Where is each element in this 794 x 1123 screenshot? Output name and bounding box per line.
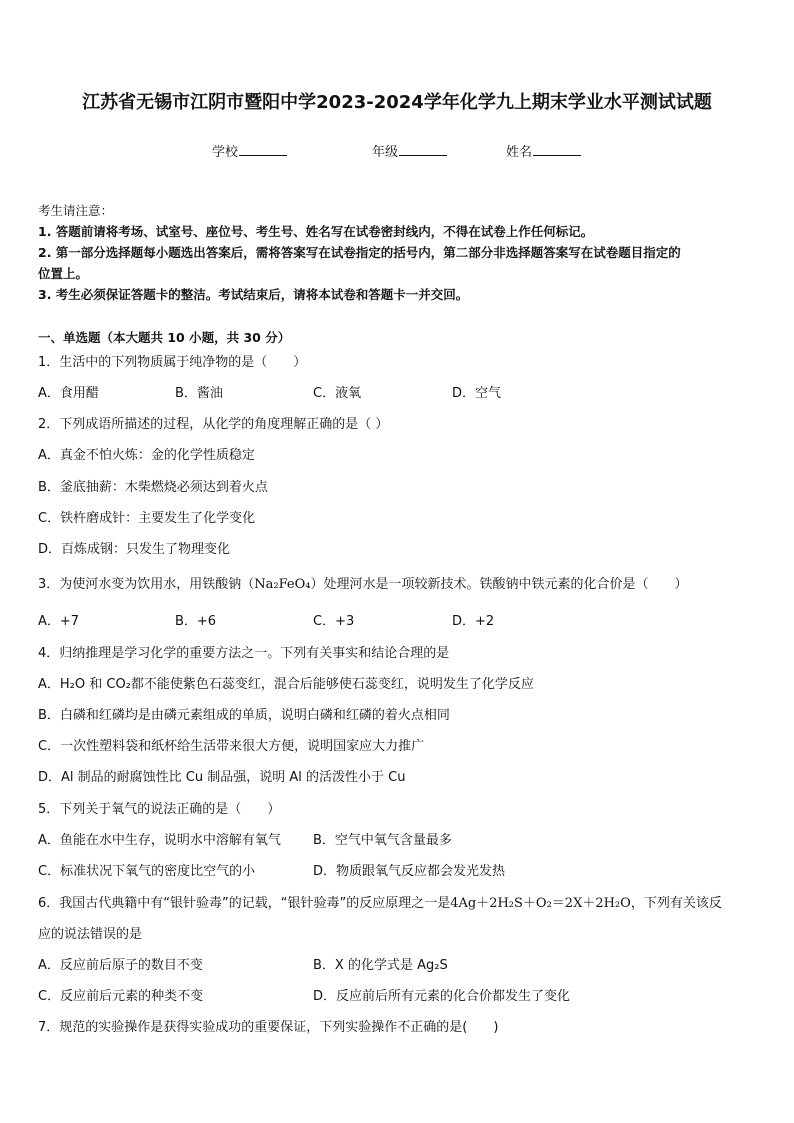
- q3-option-a[interactable]: A．+7: [38, 614, 80, 629]
- q4-option-b[interactable]: B．白磷和红磷均是由磷元素组成的单质，说明白磷和红磷的着火点相同: [38, 708, 450, 723]
- q1-option-c[interactable]: C．液氧: [313, 386, 362, 401]
- grade-label: 年级: [372, 145, 399, 160]
- q6-equation: 4Ag＋2H₂S＋O₂＝2X＋2H₂O: [450, 896, 631, 911]
- question-1-stem: 1．生活中的下列物质属于纯净物的是（ ）: [38, 355, 307, 370]
- q5-option-b[interactable]: B．空气中氧气含量最多: [313, 833, 452, 848]
- q5-option-d[interactable]: D．物质跟氧气反应都会发光发热: [313, 864, 506, 879]
- q2-option-d[interactable]: D．百炼成钢：只发生了物理变化: [38, 542, 231, 557]
- notice-item: 2. 第一部分选择题每小题选出答案后，需将答案写在试卷指定的括号内，第二部分非选择题答案写在试卷题目指定的: [38, 245, 681, 260]
- page-title: 江苏省无锡市江阴市暨阳中学2023-2024学年化学九上期末学业水平测试试题: [82, 92, 712, 113]
- question-6-stem: [38, 895, 760, 913]
- notice-item: 位置上。: [38, 266, 89, 281]
- question-5-stem: 5．下列关于氧气的说法正确的是（ ）: [38, 802, 281, 817]
- section-heading: 一、单选题（本大题共 10 小题，共 30 分）: [38, 330, 291, 345]
- question-4-stem: 4．归纳推理是学习化学的重要方法之一。下列有关事实和结论合理的是: [38, 646, 450, 661]
- q2-option-a[interactable]: A．真金不怕火炼：金的化学性质稳定: [38, 448, 255, 463]
- q6-stem-after: ，下列有关该反: [630, 896, 722, 911]
- notice-block: [38, 200, 760, 305]
- notice-head: 考生请注意：: [38, 203, 114, 218]
- q3-option-c[interactable]: C．+3: [313, 614, 355, 629]
- name-blank[interactable]: [533, 145, 581, 156]
- q6-option-c[interactable]: C．反应前后元素的种类不变: [38, 989, 204, 1004]
- q4-option-d[interactable]: D．Al 制品的耐腐蚀性比 Cu 制品强，说明 Al 的活泼性小于 Cu: [38, 770, 406, 785]
- q5-option-a[interactable]: A．鱼能在水中生存，说明水中溶解有氧气: [38, 833, 281, 848]
- q1-option-a[interactable]: A．食用醋: [38, 386, 99, 401]
- grade-blank[interactable]: [399, 145, 447, 156]
- q3-stem-before: 3．为使河水变为饮用水，用铁酸钠（: [38, 577, 255, 592]
- q1-option-d[interactable]: D．空气: [452, 386, 502, 401]
- q6-stem-before: 6．我国古代典籍中有“银针验毒”的记载，“银针验毒”的反应原理之一是: [38, 896, 451, 911]
- question-7-stem: 7．规范的实验操作是获得实验成功的重要保证，下列实验操作不正确的是( ): [38, 1020, 499, 1035]
- q3-option-b[interactable]: B．+6: [175, 614, 217, 629]
- q6-option-b[interactable]: B．X 的化学式是 Ag₂S: [313, 958, 448, 973]
- q2-option-b[interactable]: B．釜底抽薪：木柴燃烧必须达到着火点: [38, 480, 268, 495]
- q1-option-b[interactable]: B．酱油: [175, 386, 223, 401]
- name-label: 姓名: [506, 145, 533, 160]
- school-label: 学校: [212, 145, 239, 160]
- school-field[interactable]: [212, 141, 287, 160]
- q4-option-a[interactable]: A．H₂O 和 CO₂都不能使紫色石蕊变红，混合后能够使石蕊变红，说明发生了化学反应: [38, 677, 534, 692]
- q5-option-c[interactable]: C．标准状况下氧气的密度比空气的小: [38, 864, 256, 879]
- grade-field[interactable]: [372, 141, 447, 160]
- q6-option-a[interactable]: A．反应前后原子的数目不变: [38, 958, 203, 973]
- q3-formula: Na₂FeO₄: [254, 577, 311, 592]
- notice-item: 1. 答题前请将考场、试室号、座位号、考生号、姓名写在试卷密封线内，不得在试卷上作任何标记。: [38, 224, 594, 239]
- question-2-stem: 2．下列成语所描述的过程，从化学的角度理解正确的是（ ）: [38, 417, 389, 432]
- name-field[interactable]: [506, 141, 581, 160]
- q3-stem-after: ）处理河水是一项较新技术。铁酸钠中铁元素的化合价是（ ）: [310, 577, 688, 592]
- notice-item: 3. 考生必须保证答题卡的整洁。考试结束后，请将本试卷和答题卡一并交回。: [38, 287, 469, 302]
- school-blank[interactable]: [239, 145, 287, 156]
- question-3-stem: [38, 576, 760, 594]
- question-6-stem-line2: 应的说法错误的是: [38, 927, 143, 942]
- q3-option-d[interactable]: D．+2: [452, 614, 495, 629]
- q2-option-c[interactable]: C．铁杵磨成针：主要发生了化学变化: [38, 511, 256, 526]
- q4-option-c[interactable]: C．一次性塑料袋和纸杯给生活带来很大方便，说明国家应大力推广: [38, 739, 425, 754]
- q6-option-d[interactable]: D．反应前后所有元素的化合价都发生了变化: [313, 989, 571, 1004]
